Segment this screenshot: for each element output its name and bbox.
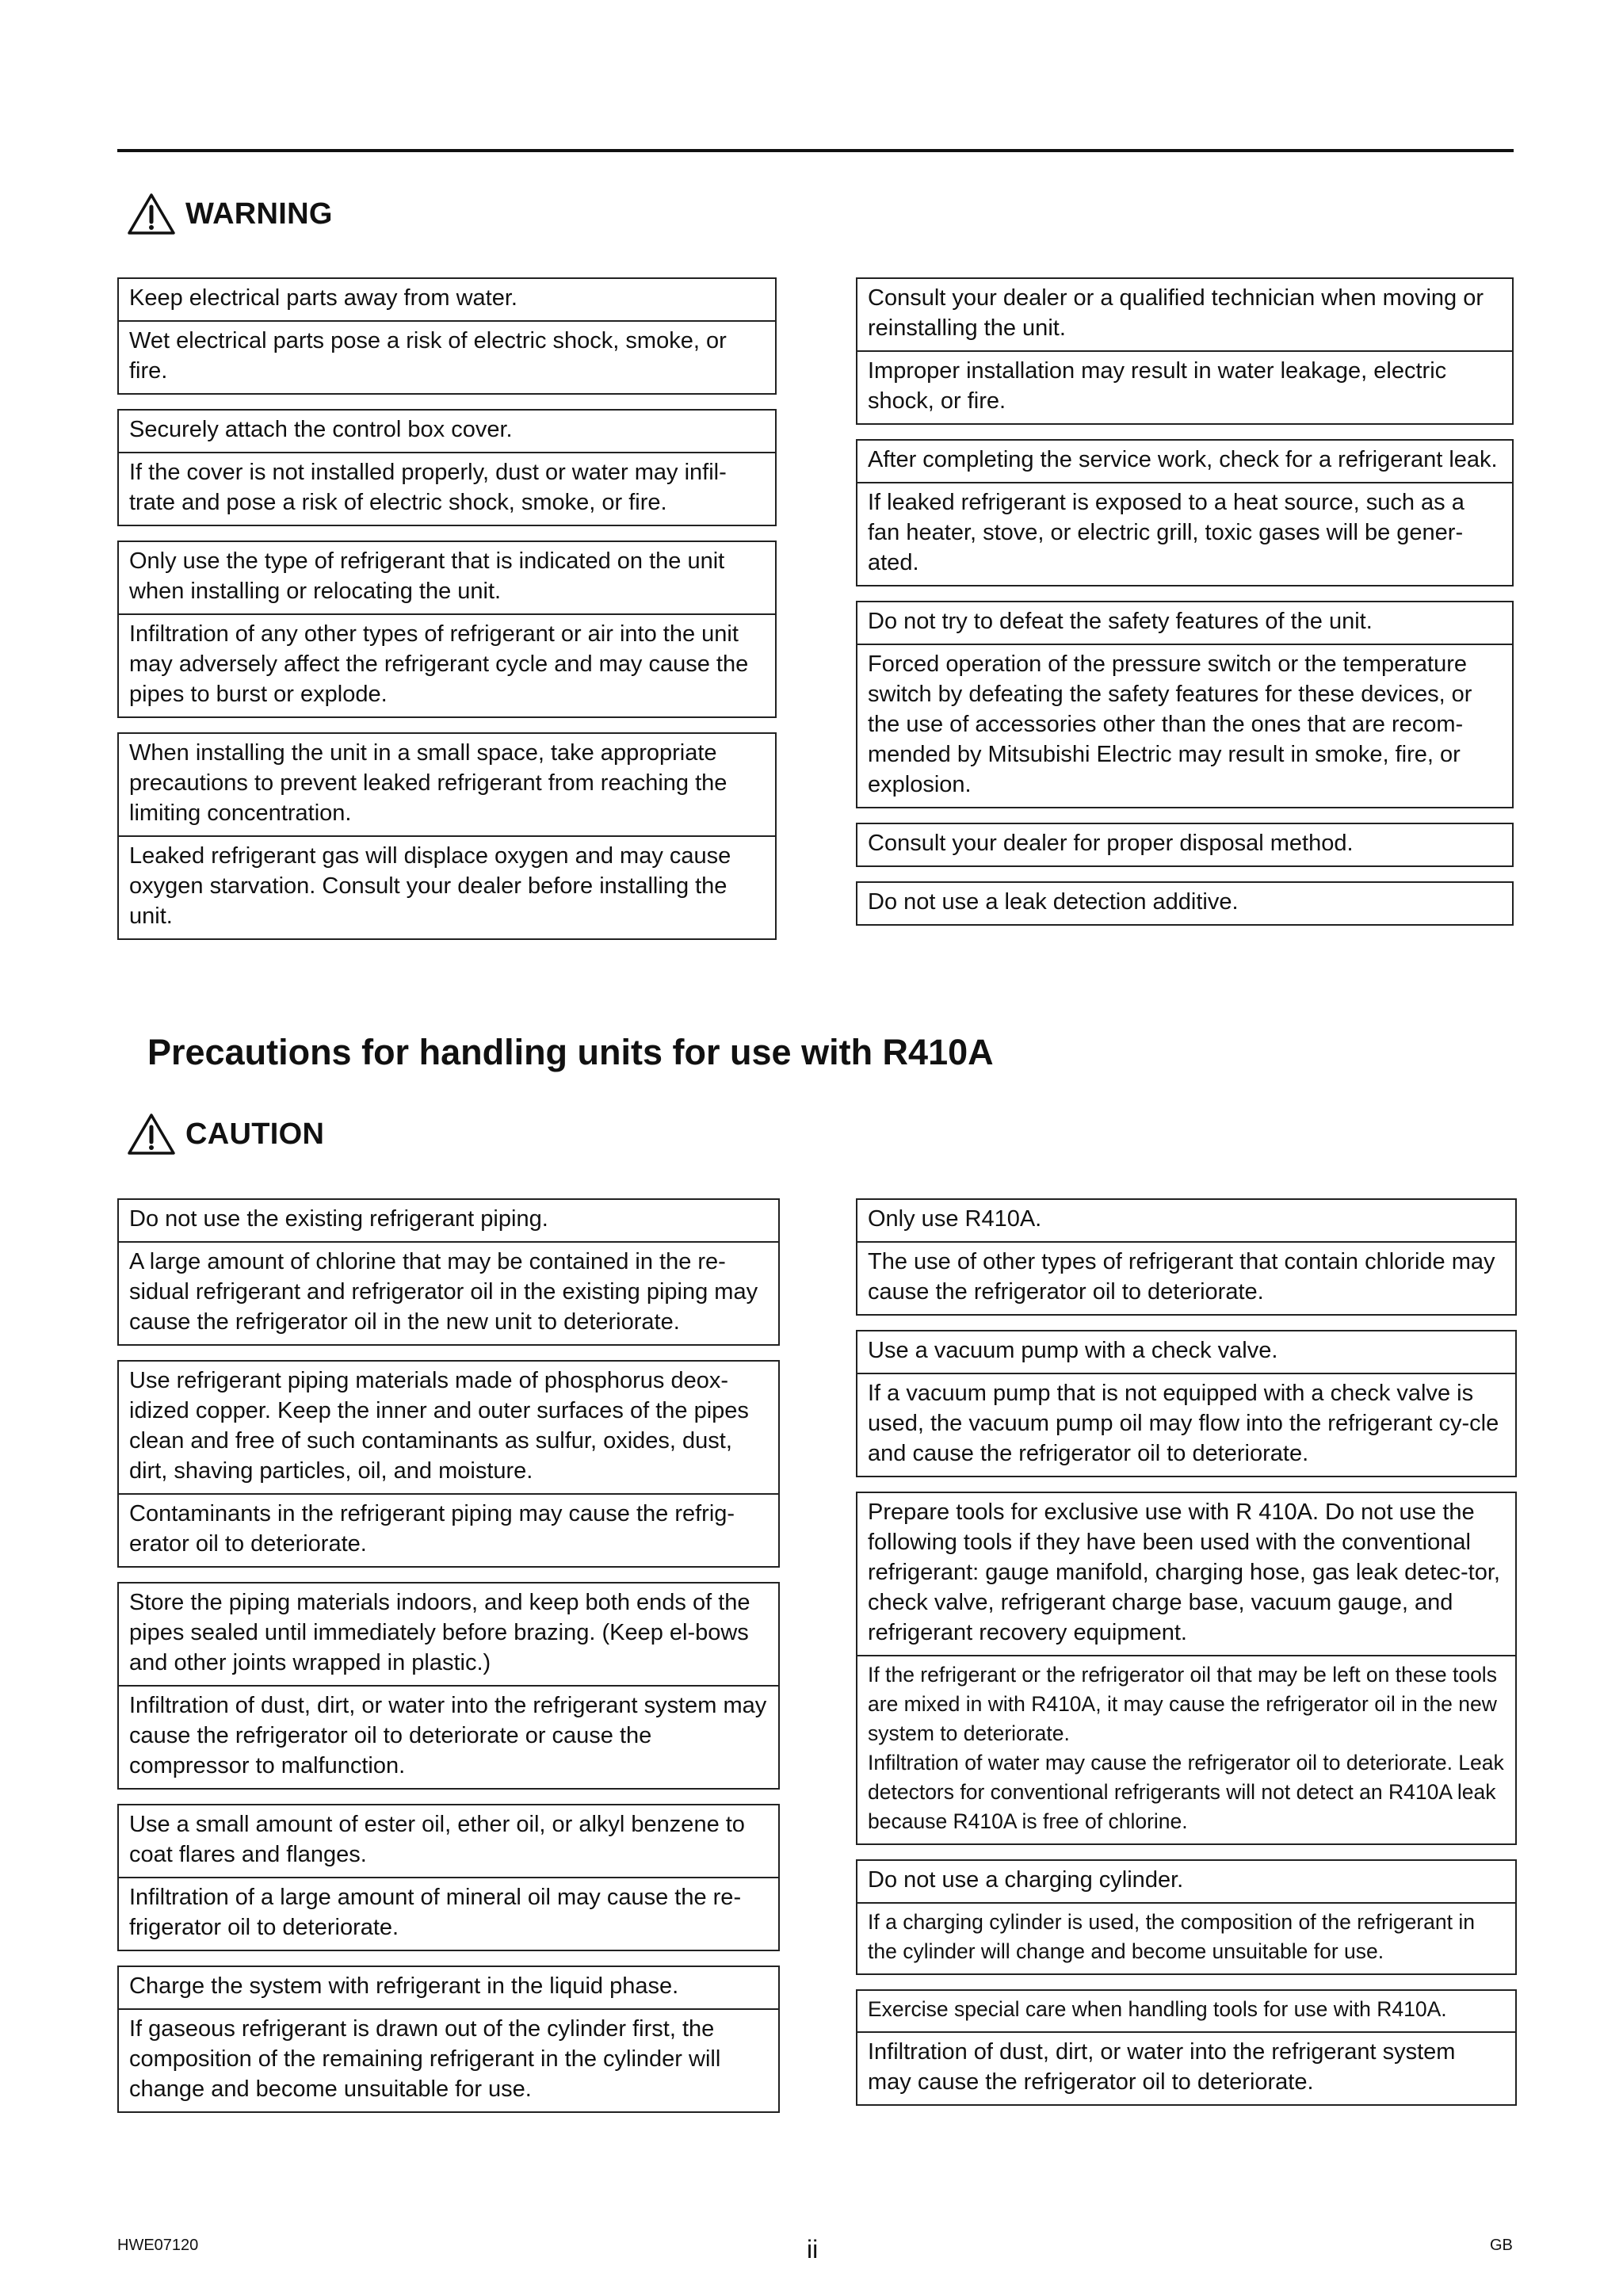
caution-box xyxy=(117,1582,780,1790)
caution-box-head: Only use R410A. xyxy=(868,1206,1042,1232)
warning-box xyxy=(856,439,1514,586)
warning-box-body: Infiltration of any other types of refrigerant or air into the unit may adversely affect the refrigerant cycle and may cause the pipes to burst or explode. xyxy=(119,613,775,716)
warning-box-head: Consult your dealer or a qualified technician when moving or reinstalling the unit. xyxy=(868,285,1484,341)
warning-box xyxy=(117,541,777,718)
caution-header xyxy=(127,1113,324,1156)
caution-box-head: Use a small amount of ester oil, ether oil, or alkyl benzene to coat flares and flanges. xyxy=(129,1812,745,1867)
warning-box xyxy=(856,601,1514,808)
warning-box-body: Leaked refrigerant gas will displace oxygen and may cause oxygen starvation. Consult your dealer before installing the unit. xyxy=(119,835,775,938)
caution-box-body: Infiltration of dust, dirt, or water into the refrigerant system may cause the refrigerator oil to deteriorate or cause the compressor to malfunction. xyxy=(119,1685,778,1788)
caution-box xyxy=(856,1989,1517,2106)
warning-box xyxy=(856,823,1514,867)
caution-box-body: Infiltration of a large amount of mineral oil may cause the re-frigerator oil to deteriorate. xyxy=(119,1877,778,1950)
caution-box-body-line: Infiltration of water may cause the refrigerator oil to deteriorate. Leak detectors for conventional refrigerants will not detect an R410A leak because R410A is free of chlorine. xyxy=(868,1751,1504,1833)
warning-box xyxy=(117,732,777,940)
warning-box-head: After completing the service work, check for a refrigerant leak. xyxy=(868,447,1498,472)
caution-box xyxy=(117,1198,780,1346)
warning-box-head: Keep electrical parts away from water. xyxy=(129,285,517,311)
footer-doc-code: HWE07120 xyxy=(117,2237,199,2254)
warning-box-head: Do not use a leak detection additive. xyxy=(868,889,1239,915)
warning-box-body: Improper installation may result in water leakage, electric shock, or fire. xyxy=(857,350,1512,423)
caution-box-head: Use refrigerant piping materials made of phosphorus deox-idized copper. Keep the inner and outer surfaces of the pipes clean and free of such contaminants as sulfur, oxides, dust, dirt, shaving particles, oil, and moisture. xyxy=(129,1368,749,1484)
warning-box-body: Wet electrical parts pose a risk of electric shock, smoke, or fire. xyxy=(119,320,775,393)
caution-box xyxy=(117,1804,780,1951)
warning-triangle-icon xyxy=(127,193,176,235)
warning-box-body: If the cover is not installed properly, dust or water may infil-trate and pose a risk of electric shock, smoke, or fire. xyxy=(119,452,775,525)
caution-box-body: Contaminants in the refrigerant piping may cause the refrig-erator oil to deteriorate. xyxy=(119,1493,778,1566)
caution-triangle-icon xyxy=(127,1113,176,1156)
caution-box xyxy=(856,1859,1517,1975)
caution-box-body-line: If the refrigerant or the refrigerator oil that may be left on these tools are mixed in with R410A, it may cause the refrigerator oil in the new system to deteriorate. xyxy=(868,1663,1497,1745)
caution-box-head: Do not use the existing refrigerant piping. xyxy=(129,1206,548,1232)
caution-box xyxy=(856,1198,1517,1316)
caution-box xyxy=(856,1492,1517,1845)
caution-box-head: Exercise special care when handling tools for use with R410A. xyxy=(868,1997,1447,2021)
caution-box-head: Charge the system with refrigerant in the liquid phase. xyxy=(129,1973,679,1999)
warning-header xyxy=(127,193,333,235)
warning-box-head: Consult your dealer for proper disposal method. xyxy=(868,831,1354,856)
caution-box xyxy=(117,1966,780,2113)
footer-page-number: ii xyxy=(807,2235,819,2264)
caution-box xyxy=(856,1330,1517,1477)
warning-box xyxy=(856,881,1514,926)
caution-box-body: If gaseous refrigerant is drawn out of the cylinder first, the composition of the remaining refrigerant in the cylinder will change and become unsuitable for use. xyxy=(119,2008,778,2111)
caution-box-body: A large amount of chlorine that may be contained in the re-sidual refrigerant and refrigerator oil in the existing piping may cause the refrigerator oil in the new unit to deteriorate. xyxy=(119,1241,778,1344)
caution-box-head: Do not use a charging cylinder. xyxy=(868,1867,1184,1893)
caution-box-body: If a vacuum pump that is not equipped with a check valve is used, the vacuum pump oil may flow into the refrigerant cy-cle and cause the refrigerator oil to deteriorate. xyxy=(857,1373,1515,1476)
caution-label: CAUTION xyxy=(185,1117,325,1151)
top-rule xyxy=(117,149,1514,152)
caution-left-column xyxy=(117,1198,780,2127)
warning-box-body: Forced operation of the pressure switch or the temperature switch by defeating the safety features for these devices, or the use of accessories other than the ones that are recom-mended by Mitsubishi Electric may result in smoke, fire, or explosion. xyxy=(857,644,1512,807)
warning-label: WARNING xyxy=(185,197,333,231)
warning-box-head: Only use the type of refrigerant that is indicated on the unit when installing or relocating the unit. xyxy=(129,548,725,604)
caution-box-head: Store the piping materials indoors, and keep both ends of the pipes sealed until immediately before brazing. (Keep el-bows and other joints wrapped in plastic.) xyxy=(129,1590,750,1675)
footer-region: GB xyxy=(1490,2237,1513,2254)
warning-left-column xyxy=(117,277,777,954)
caution-box-head: Prepare tools for exclusive use with R 410A. Do not use the following tools if they have been used with the conventional refrigerant: gauge manifold, charging hose, gas leak detec-tor, check valve, refrigerant charge base, vacuum gauge, and refrigerant recovery equipment. xyxy=(868,1499,1500,1645)
warning-box-body: If leaked refrigerant is exposed to a heat source, such as a fan heater, stove, or electric grill, toxic gases will be gener-ated. xyxy=(857,482,1512,585)
caution-box-body: Infiltration of dust, dirt, or water into the refrigerant system may cause the refrigerator oil to deteriorate. xyxy=(857,2031,1515,2104)
caution-box-head: Use a vacuum pump with a check valve. xyxy=(868,1338,1278,1363)
warning-box xyxy=(117,277,777,395)
caution-box-body: If a charging cylinder is used, the composition of the refrigerant in the cylinder will change and become unsuitable for use. xyxy=(857,1902,1515,1973)
warning-box-head: When installing the unit in a small space, take appropriate precautions to prevent leaked refrigerant from reaching the limiting concentration. xyxy=(129,740,727,826)
caution-box-body: The use of other types of refrigerant that contain chloride may cause the refrigerator oil to deteriorate. xyxy=(857,1241,1515,1314)
warning-box-head: Securely attach the control box cover. xyxy=(129,417,513,442)
warning-right-column xyxy=(856,277,1514,940)
warning-box xyxy=(117,409,777,526)
section-title: Precautions for handling units for use with R410A xyxy=(147,1032,994,1072)
warning-box xyxy=(856,277,1514,425)
caution-box xyxy=(117,1360,780,1568)
caution-box-body xyxy=(857,1655,1515,1843)
warning-box-head: Do not try to defeat the safety features of the unit. xyxy=(868,609,1373,634)
caution-right-column xyxy=(856,1198,1517,2120)
